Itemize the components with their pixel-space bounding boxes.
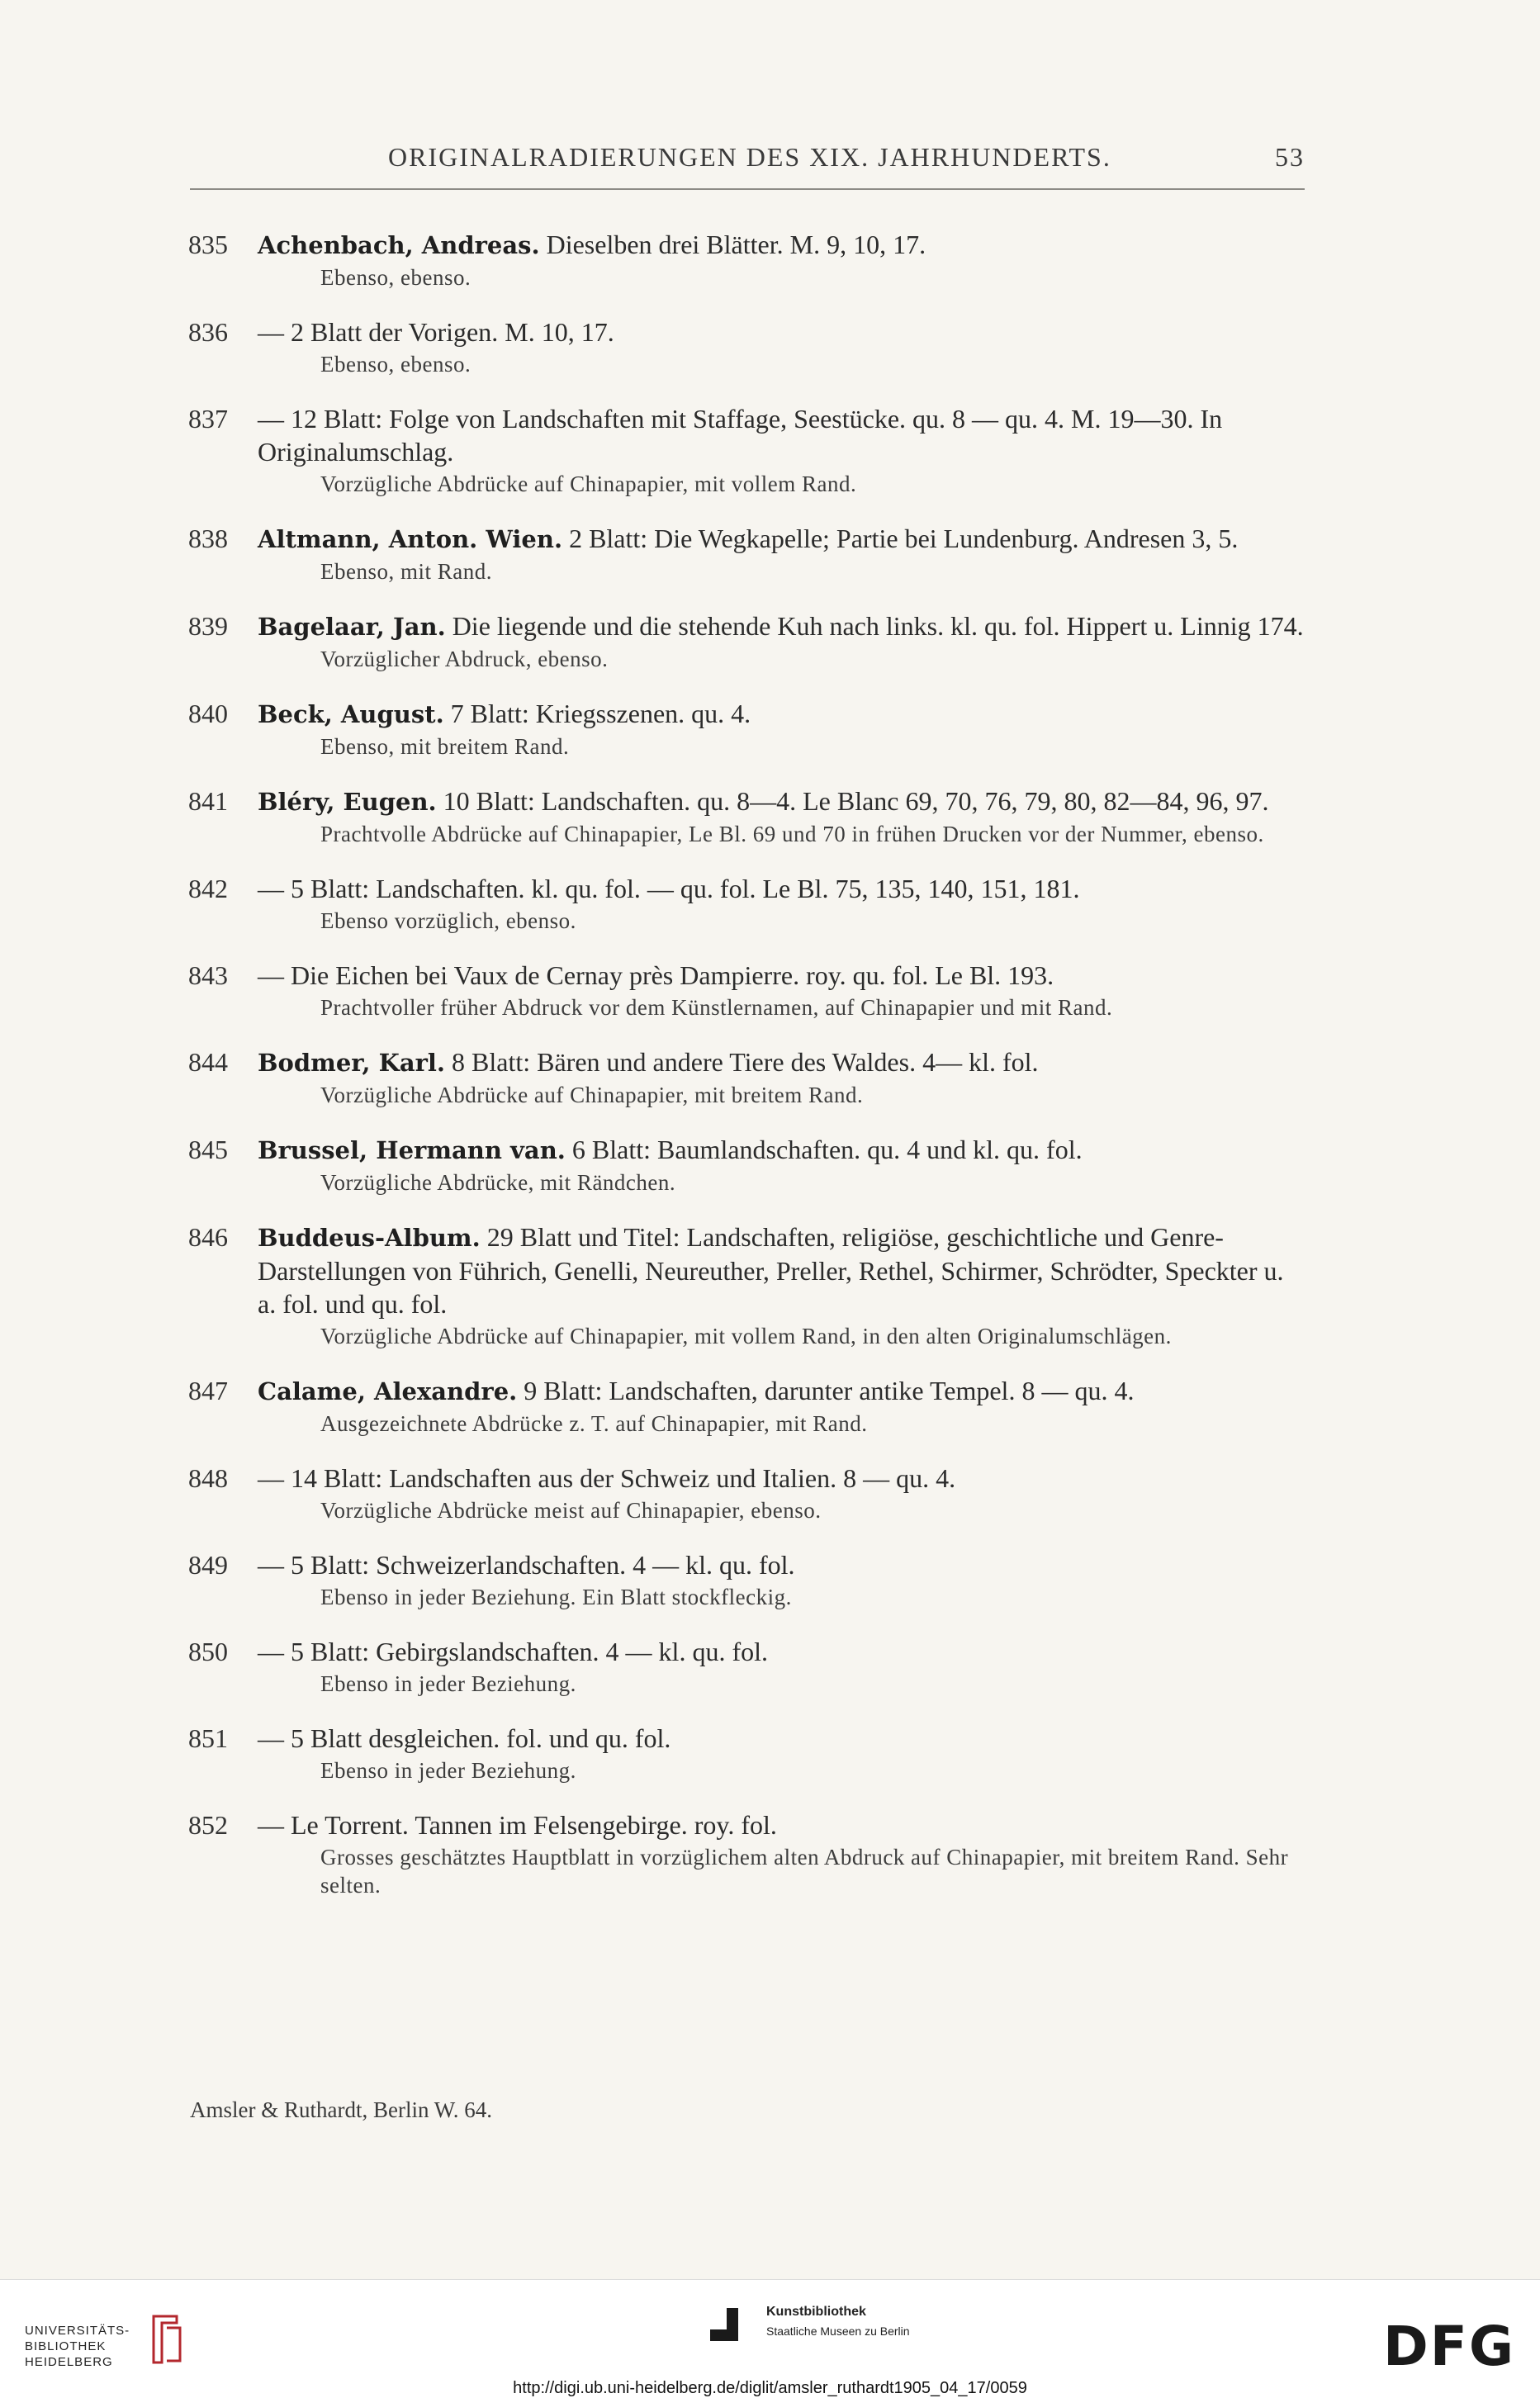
lot-number: 839 [188,611,228,641]
entry-text: — 5 Blatt: Gebirgslandschaften. 4 — kl. qu. fol. [258,1637,768,1666]
kunstbibliothek-subtitle: Staatliche Museen zu Berlin [766,2325,910,2338]
entry-note: Ebenso vorzüglich, ebenso. [320,908,576,933]
kunstbibliothek-logo-icon [704,2305,750,2351]
lot-number: 842 [188,874,228,903]
running-header-title: ORIGINALRADIERUNGEN DES XIX. JAHRHUNDERTS. [388,142,1111,172]
university-emblem-icon [147,2313,183,2366]
entry-description [258,609,1305,643]
catalog-entry [188,315,1305,378]
catalog-entry [188,697,1305,761]
artist-name: Beck, August. [258,700,444,728]
lot-number: 844 [188,1047,228,1077]
catalog-entry [188,1133,1305,1197]
lot-number: 850 [188,1637,228,1666]
running-header [388,142,1305,173]
header-rule [190,188,1305,190]
dfg-logo[interactable]: DFG [1382,2315,1515,2378]
lot-number: 840 [188,699,228,728]
entry-text: 2 Blatt: Die Wegkapelle; Partie bei Lundenburg. Andresen 3, 5. [569,524,1239,553]
lot-number: 846 [188,1222,228,1252]
artist-name: Bodmer, Karl. [258,1049,446,1077]
entry-description [258,697,1305,731]
artist-name: Brussel, Hermann van. [258,1136,566,1164]
kunstbibliothek-credit[interactable] [766,2305,910,2338]
lot-number: 851 [188,1723,228,1753]
lot-number: 845 [188,1135,228,1164]
entry-note: Ebenso, mit Rand. [320,559,492,584]
entry-description [258,1045,1305,1079]
catalog-entry [188,609,1305,673]
digitization-footer [0,2279,1540,2397]
entry-text: 6 Blatt: Baumlandschaften. qu. 4 und kl. qu. fol. [571,1135,1083,1164]
entry-description [258,1635,1305,1668]
entry-text: — 5 Blatt: Landschaften. kl. qu. fol. — qu. fol. Le Bl. 75, 135, 140, 151, 181. [258,874,1080,903]
entry-note: Ebenso in jeder Beziehung. [320,1758,576,1783]
catalog-entry [188,1045,1305,1109]
lot-number: 836 [188,317,228,347]
entry-note: Ebenso, ebenso. [320,265,471,290]
entry-description [258,784,1305,818]
catalog-entry [188,1808,1305,1899]
entry-description [258,872,1305,905]
lot-number: 849 [188,1550,228,1580]
catalog-entry [188,1548,1305,1611]
lot-number: 852 [188,1810,228,1840]
entry-note: Grosses geschätztes Hauptblatt in vorzüglichem alten Abdruck auf Chinapapier, mit breitem Rand. Sehr selten. [320,1845,1289,1898]
lot-number: 841 [188,786,228,816]
entry-description [258,228,1305,262]
catalog-entry [188,784,1305,848]
entry-text: — 2 Blatt der Vorigen. M. 10, 17. [258,317,614,347]
entry-text: Die liegende und die stehende Kuh nach links. kl. qu. fol. Hippert u. Linnig 174. [452,611,1304,641]
entry-note: Vorzügliche Abdrücke auf Chinapapier, mit vollem Rand, in den alten Originalumschlägen. [320,1324,1172,1348]
kunstbibliothek-title: Kunstbibliothek [766,2305,866,2319]
entry-note: Vorzüglicher Abdruck, ebenso. [320,647,609,671]
artist-name: Bagelaar, Jan. [258,613,446,641]
entry-text: Dieselben drei Blätter. M. 9, 10, 17. [546,230,926,259]
entry-description [258,402,1305,468]
entry-text: — 5 Blatt: Schweizerlandschaften. 4 — kl. qu. fol. [258,1550,795,1580]
catalog-entry [188,522,1305,585]
catalog-entry [188,402,1305,498]
catalog-entry [188,1722,1305,1784]
permalink-url[interactable]: http://digi.ub.uni-heidelberg.de/diglit/amsler_ruthardt1905_04_17/0059 [513,2379,1027,2397]
entry-description [258,1462,1305,1495]
entry-text: — Le Torrent. Tannen im Felsengebirge. roy. fol. [258,1810,777,1840]
entry-description [258,1808,1305,1841]
university-line: BIBLIOTHEK [25,2339,107,2353]
catalog-entry [188,1462,1305,1524]
catalog-entry [188,1635,1305,1698]
entry-text: 8 Blatt: Bären und andere Tiere des Waldes. 4— kl. fol. [452,1047,1039,1077]
catalog-entries [188,228,1305,1923]
entry-note: Prachtvoller früher Abdruck vor dem Künstlernamen, auf Chinapapier und mit Rand. [320,995,1113,1020]
artist-name: Bléry, Eugen. [258,788,437,816]
lot-number: 838 [188,524,228,553]
entry-description [258,1133,1305,1167]
artist-name: Altmann, Anton. Wien. [258,525,563,553]
lot-number: 843 [188,960,228,990]
lot-number: 837 [188,404,228,434]
artist-name: Calame, Alexandre. [258,1377,518,1405]
catalog-entry [188,872,1305,935]
entry-text: 10 Blatt: Landschaften. qu. 8—4. Le Blanc 69, 70, 76, 79, 80, 82—84, 96, 97. [443,786,1269,816]
entry-note: Vorzügliche Abdrücke auf Chinapapier, mit vollem Rand. [320,472,857,496]
entry-text: — 5 Blatt desgleichen. fol. und qu. fol. [258,1723,671,1753]
catalog-entry [188,959,1305,1021]
lot-number: 835 [188,230,228,259]
entry-text: 7 Blatt: Kriegsszenen. qu. 4. [450,699,751,728]
catalog-entry [188,1374,1305,1438]
university-library-logo[interactable] [25,2323,130,2370]
entry-description [258,1548,1305,1581]
entry-text: — 14 Blatt: Landschaften aus der Schweiz und Italien. 8 — qu. 4. [258,1463,956,1493]
entry-text: 29 Blatt und Titel: Landschaften, religiöse, geschichtliche und Genre-Darstellungen von Führich, Genelli, Neureuther, Preller, Rethel, Schirmer, Schrödter, Speckter u. a. fol. und qu. fol. [258,1222,1284,1319]
entry-note: Vorzügliche Abdrücke auf Chinapapier, mit breitem Rand. [320,1083,864,1107]
entry-text: — 12 Blatt: Folge von Landschaften mit Staffage, Seestücke. qu. 8 — qu. 4. M. 19—30. In Originalumschlag. [258,404,1223,467]
artist-name: Buddeus-Album. [258,1224,481,1252]
catalog-entry [188,228,1305,291]
entry-description [258,959,1305,992]
university-line: UNIVERSITÄTS- [25,2324,130,2338]
catalog-entry [188,1220,1305,1350]
entry-note: Vorzügliche Abdrücke meist auf Chinapapier, ebenso. [320,1498,822,1523]
entry-description [258,315,1305,348]
entry-note: Prachtvolle Abdrücke auf Chinapapier, Le Bl. 69 und 70 in frühen Drucken vor der Nummer, ebenso. [320,822,1264,846]
entry-note: Vorzügliche Abdrücke, mit Rändchen. [320,1170,676,1195]
publisher-imprint: Amsler & Ruthardt, Berlin W. 64. [190,2097,492,2122]
entry-note: Ebenso, ebenso. [320,352,471,377]
entry-description [258,1220,1305,1320]
entry-note: Ebenso, mit breitem Rand. [320,734,570,759]
page-number: 53 [1275,142,1305,172]
entry-text: — Die Eichen bei Vaux de Cernay près Dampierre. roy. qu. fol. Le Bl. 193. [258,960,1054,990]
entry-note: Ausgezeichnete Abdrücke z. T. auf Chinapapier, mit Rand. [320,1411,868,1436]
university-line: HEIDELBERG [25,2355,113,2369]
lot-number: 848 [188,1463,228,1493]
entry-description [258,1722,1305,1755]
entry-note: Ebenso in jeder Beziehung. [320,1671,576,1696]
entry-note: Ebenso in jeder Beziehung. Ein Blatt stockfleckig. [320,1585,792,1609]
entry-text: 9 Blatt: Landschaften, darunter antike Tempel. 8 — qu. 4. [524,1376,1135,1405]
artist-name: Achenbach, Andreas. [258,231,540,259]
lot-number: 847 [188,1376,228,1405]
entry-description [258,1374,1305,1408]
entry-description [258,522,1305,556]
